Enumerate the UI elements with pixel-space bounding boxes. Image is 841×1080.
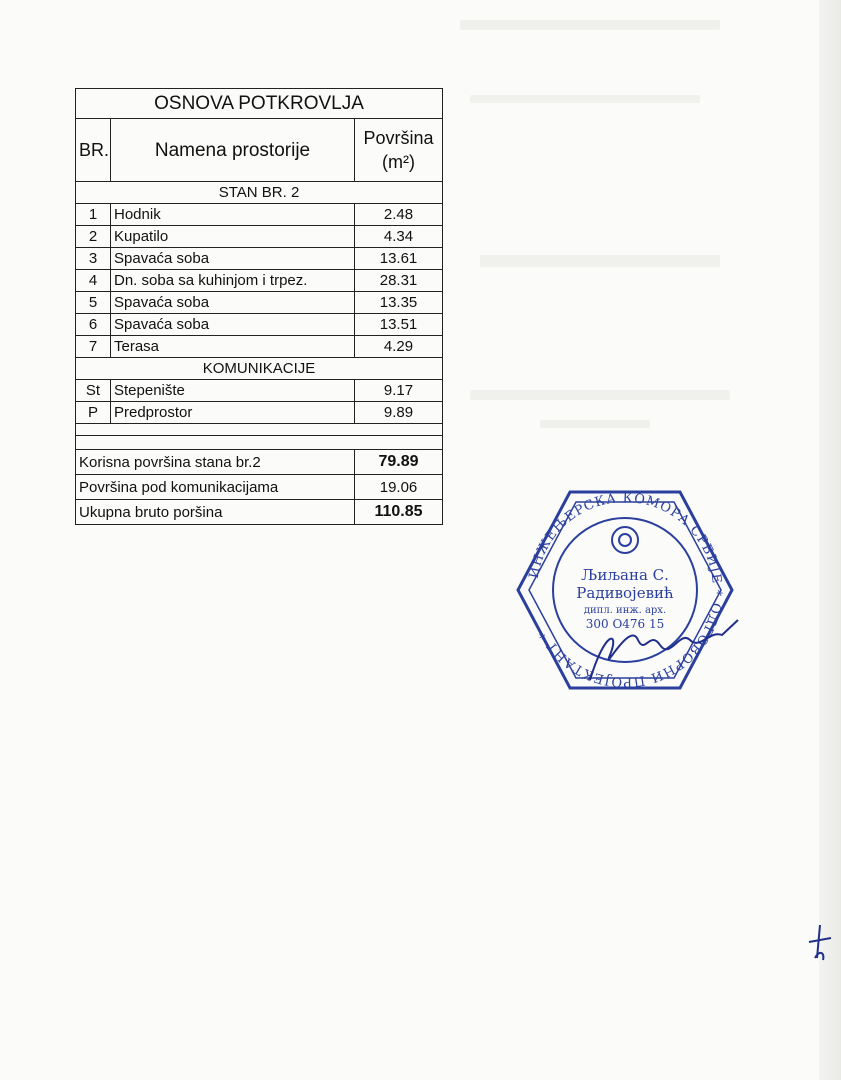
communication-row-number: St [76,380,111,402]
chamber-emblem-icon [612,527,638,553]
summary-row [76,500,443,525]
room-row [76,314,443,336]
room-row-area: 2.48 [355,204,443,226]
summary-row [76,450,443,475]
page-mark [805,920,835,965]
room-row [76,226,443,248]
room-row [76,336,443,358]
room-row-name: Hodnik [111,204,355,226]
communication-row-name: Stepenište [111,380,355,402]
room-row-number: 1 [76,204,111,226]
summary-label: Korisna površina stana br.2 [76,450,355,475]
room-row [76,204,443,226]
bleed-through-text [460,20,720,30]
room-row-number: 6 [76,314,111,336]
summary-label: Ukupna bruto poršina [76,500,355,525]
room-row-number: 4 [76,270,111,292]
header-number: BR. [76,119,111,182]
summary-value: 79.89 [355,450,443,475]
summary-label: Površina pod komunikacijama [76,475,355,500]
bleed-through-text [540,420,650,428]
room-row [76,292,443,314]
communication-row-number: P [76,402,111,424]
summary-row [76,475,443,500]
room-row-name: Spavaća soba [111,248,355,270]
communication-row [76,380,443,402]
bleed-through-text [470,95,700,103]
section-communication: KOMUNIKACIJE [76,358,443,380]
room-row-number: 7 [76,336,111,358]
room-row-area: 4.29 [355,336,443,358]
communication-row-name: Predprostor [111,402,355,424]
communication-row-area: 9.89 [355,402,443,424]
room-row-number: 3 [76,248,111,270]
room-area-table [75,88,443,525]
room-row-area: 28.31 [355,270,443,292]
header-room-name: Namena prostorije [111,119,355,182]
header-area [355,119,443,182]
room-row-area: 4.34 [355,226,443,248]
engineer-stamp [510,480,740,700]
room-row [76,248,443,270]
bleed-through-text [470,390,730,400]
room-row-name: Dn. soba sa kuhinjom i trpez. [111,270,355,292]
stamp-name-line-1: Љиљана С. [581,566,669,584]
communication-row-area: 9.17 [355,380,443,402]
stamp-title: дипл. инж. арх. [583,605,667,616]
stamp-license-number: 300 О476 15 [585,617,665,631]
section-apartment: STAN BR. 2 [76,182,443,204]
table-spacer [76,424,443,436]
summary-value: 110.85 [355,500,443,525]
summary-value: 19.06 [355,475,443,500]
room-row-name: Terasa [111,336,355,358]
room-row-name: Kupatilo [111,226,355,248]
room-row-name: Spavaća soba [111,292,355,314]
communication-row [76,402,443,424]
room-row-area: 13.35 [355,292,443,314]
room-row-number: 2 [76,226,111,248]
header-area-label: Površina [363,127,434,148]
room-row [76,270,443,292]
scan-edge [819,0,841,1080]
table-title: OSNOVA POTKROVLJA [76,89,443,119]
table-spacer [76,436,443,450]
room-row-area: 13.61 [355,248,443,270]
room-row-number: 5 [76,292,111,314]
header-area-unit: (m²) [382,152,415,172]
stamp-ring-text: ИНЖЕЊЕРСКА КОМОРА СРБИЈЕ * ОДГОВОРНИ ПРОЈЕКТАНТ * [526,490,725,690]
bleed-through-text [480,255,720,267]
room-row-area: 13.51 [355,314,443,336]
stamp-name-line-2: Радивојевић [576,584,674,602]
room-row-name: Spavaća soba [111,314,355,336]
